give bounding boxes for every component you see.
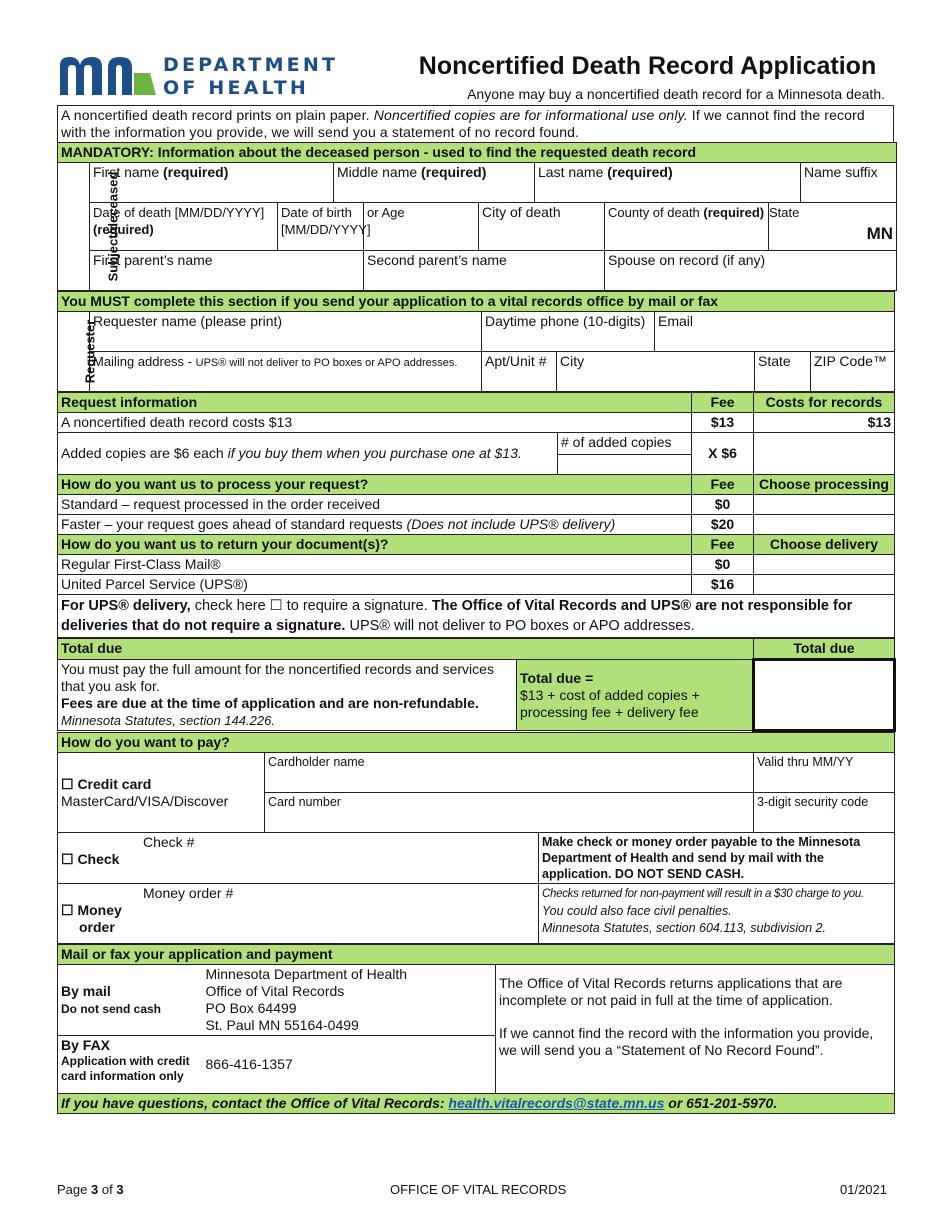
payable-note: Make check or money order payable to the Minnesota Department of Health and send by mail with the application. DO NOT SEND CASH. (539, 833, 895, 884)
faster-fee: $20 (692, 515, 754, 535)
page-title: Noncertified Death Record Application (418, 52, 877, 80)
total-band: Total due (58, 639, 754, 660)
check-option[interactable]: Check # ☐ Check (58, 833, 539, 884)
added-copies-fee: X $6 (692, 433, 754, 475)
returned-check-note: Checks returned for non-payment will result in a $30 charge to you. You could also face civil penalties. Minnesota Statutes, section 604.113, subdivision 2. (539, 884, 895, 944)
choose-faster[interactable] (754, 515, 895, 535)
choose-processing-header: Choose processing (754, 475, 895, 495)
fax-number: 866-416-1357 (203, 1036, 496, 1094)
logo-line1: DEPARTMENT (163, 54, 339, 76)
processing-fee-header: Fee (692, 475, 754, 495)
ups-signature-note: For UPS® delivery, check here ☐ to require a signature. The Office of Vital Records and UPS® are not responsible for deliveries that do not require a signature. UPS® will not deliver to PO boxes or APO addresses. (58, 595, 895, 638)
state-field[interactable]: State MN (769, 203, 897, 251)
mdh-logo (58, 55, 338, 100)
middle-name-field[interactable]: Middle name (required) (334, 163, 535, 203)
card-number-field[interactable]: Card number (265, 793, 754, 833)
phone-field[interactable]: Daytime phone (10-digits) (482, 312, 655, 352)
intro-text (57, 105, 894, 142)
city-of-death-field[interactable]: City of death (479, 203, 605, 251)
page-number: Page 3 of 3 (57, 1182, 124, 1197)
ups-signature-checkbox[interactable]: check here ☐ to require a signature. (194, 598, 428, 614)
standard-fee: $0 (692, 495, 754, 515)
request-band: Request information (58, 393, 692, 413)
choose-delivery-header: Choose delivery (754, 535, 895, 555)
city-field[interactable]: City (557, 352, 755, 392)
requester-band: You MUST complete this section if you send your application to a vital records office by mail or fax (58, 292, 895, 312)
choose-mail[interactable] (754, 555, 895, 575)
total-due-field[interactable] (754, 660, 895, 731)
intro-rest: If we cannot find the record with the information you provide, we will send you a statement of no record found. (61, 107, 865, 140)
date-of-birth-field[interactable]: Date of birth [MM/DD/YYYY] (278, 203, 364, 251)
first-name-field[interactable]: First name (required) (90, 163, 334, 203)
county-of-death-field[interactable]: County of death (required) (605, 203, 769, 251)
page-subtitle: Anyone may buy a noncertified death record for a Minnesota death. (467, 86, 885, 102)
choose-standard[interactable] (754, 495, 895, 515)
mn-logo-icon (58, 55, 158, 97)
mail-section (57, 944, 895, 1114)
state-value: MN (866, 224, 894, 243)
standard-row: Standard – request processed in the order received (58, 495, 692, 515)
ups-fee: $16 (692, 575, 754, 595)
intro-italic: Noncertified copies are for informational use only. (373, 107, 688, 123)
credit-card-option[interactable]: ☐ Credit card MasterCard/VISA/Discover (58, 753, 265, 833)
payment-band: How do you want to pay? (58, 733, 895, 753)
last-name-field[interactable]: Last name (required) (535, 163, 801, 203)
second-parent-field[interactable]: Second parent’s name (364, 251, 605, 291)
mail-row: Regular First-Class Mail® (58, 555, 692, 575)
returns-note: The Office of Vital Records returns applications that are incomplete or not paid in full at the time of application. If we cannot find the record with the information you provide, we will send you a “Statement of No Record Found”. (496, 965, 895, 1094)
added-copies-row: Added copies are $6 each if you buy them when you purchase one at $13. (58, 433, 558, 475)
record-cost: $13 (754, 413, 895, 433)
valid-thru-field[interactable]: Valid thru MM/YY (754, 753, 895, 793)
date-of-death-field[interactable]: Date of death [MM/DD/YYYY] (required) (90, 203, 278, 251)
faster-row: Faster – your request goes ahead of standard requests (Does not include UPS® delivery) (58, 515, 692, 535)
total-text: You must pay the full amount for the noncertified records and services that you ask for. Fees are due at the time of application and are non-refundable. Minnesota Statutes, section 144.226. (58, 660, 517, 731)
record-cost-row: A noncertified death record costs $13 (58, 413, 692, 433)
total-formula: Total due = $13 + cost of added copies + processing fee + delivery fee (517, 660, 754, 731)
requester-side-label: Requester (58, 312, 90, 392)
request-fee-header: Fee (692, 393, 754, 413)
apt-field[interactable]: Apt/Unit # (482, 352, 557, 392)
delivery-fee-header: Fee (692, 535, 754, 555)
ups-row: United Parcel Service (UPS®) (58, 575, 692, 595)
added-copies-field[interactable]: # of added copies (558, 433, 692, 475)
mail-address: Minnesota Department of Health Office of Vital Records PO Box 64499 St. Paul MN 55164-0499 (203, 965, 496, 1036)
subject-side-label: Subject/deceased (58, 163, 90, 291)
email-link[interactable]: health.vitalrecords@state.mn.us (448, 1095, 665, 1111)
footer-date: 01/2021 (840, 1182, 887, 1197)
age-field[interactable]: or Age (364, 203, 479, 251)
by-fax-label: By FAX Application with credit card information only (58, 1036, 203, 1094)
cardholder-field[interactable]: Cardholder name (265, 753, 754, 793)
processing-band: How do you want us to process your request? (58, 475, 692, 495)
costs-header: Costs for records (754, 393, 895, 413)
choose-ups[interactable] (754, 575, 895, 595)
mail-band: Mail or fax your application and payment (58, 945, 895, 965)
first-parent-field[interactable]: First parent’s name (90, 251, 364, 291)
deceased-band: MANDATORY: Information about the deceased person - used to find the requested death record (58, 143, 897, 163)
application-form (57, 105, 894, 1114)
mailing-address-field[interactable]: Mailing address - UPS® will not deliver to PO boxes or APO addresses. (90, 352, 482, 392)
questions-band: If you have questions, contact the Office of Vital Records: health.vitalrecords@state.mn.us or 651-201-5970. (58, 1094, 895, 1114)
fees-section (57, 392, 895, 638)
total-band-right: Total due (754, 639, 895, 660)
spouse-field[interactable]: Spouse on record (if any) (605, 251, 897, 291)
footer-office: OFFICE OF VITAL RECORDS (390, 1182, 567, 1197)
payment-section (57, 732, 895, 944)
by-mail-label: By mail Do not send cash (58, 965, 203, 1036)
logo-line2: OF HEALTH (163, 77, 309, 99)
requester-section (57, 291, 895, 392)
zip-field[interactable]: ZIP Code™ (811, 352, 895, 392)
total-section (57, 638, 896, 732)
deceased-section (57, 142, 897, 291)
security-code-field[interactable]: 3-digit security code (754, 793, 895, 833)
added-copies-cost[interactable] (754, 433, 895, 475)
record-fee: $13 (692, 413, 754, 433)
email-field[interactable]: Email (655, 312, 895, 352)
money-order-option[interactable]: Money order # ☐ Money order (58, 884, 539, 944)
requester-name-field[interactable]: Requester name (please print) (90, 312, 482, 352)
name-suffix-field[interactable]: Name suffix (801, 163, 897, 203)
delivery-band: How do you want us to return your document(s)? (58, 535, 692, 555)
intro-p1: A noncertified death record prints on plain paper. (61, 107, 370, 123)
req-state-field[interactable]: State (755, 352, 811, 392)
mail-fee: $0 (692, 555, 754, 575)
